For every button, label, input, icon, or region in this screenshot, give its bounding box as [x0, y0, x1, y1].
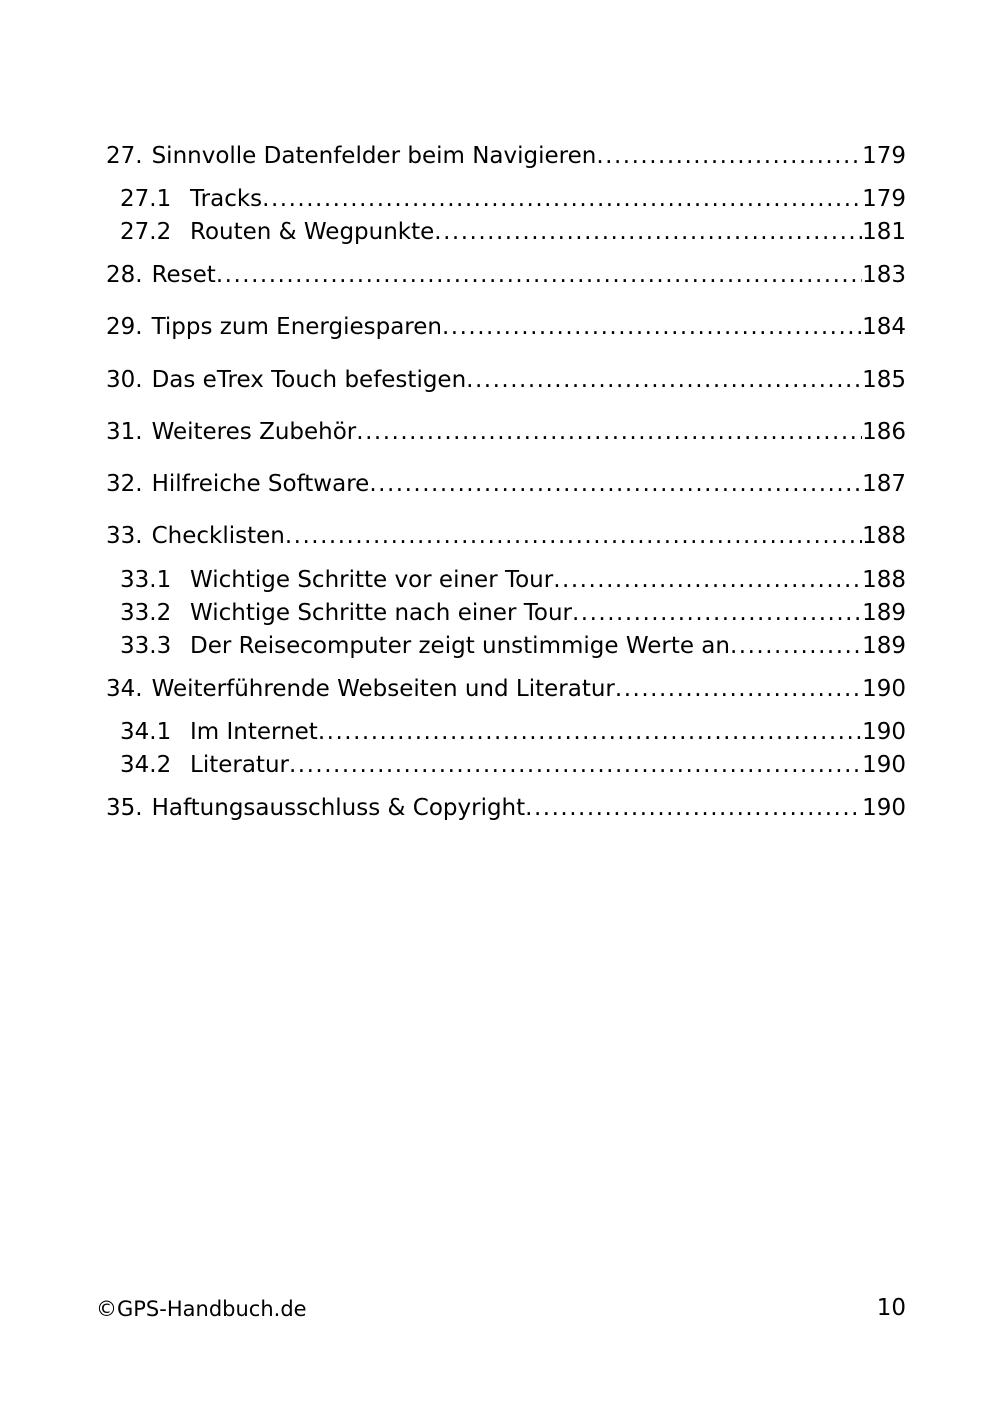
- toc-entry-number: 27.: [106, 143, 143, 169]
- toc-entry-page: 190: [862, 719, 906, 745]
- toc-entry-section-27-1[interactable]: [120, 184, 906, 214]
- toc-entry-page: 183: [862, 262, 906, 288]
- toc-entry-number: 30.: [106, 367, 143, 393]
- toc-entry-number: 31.: [106, 419, 143, 445]
- toc-entry-section-34-2[interactable]: [120, 750, 906, 780]
- toc-entry-section-33-3[interactable]: [120, 631, 906, 661]
- footer-copyright: ©GPS-Handbuch.de: [96, 1297, 307, 1321]
- footer-page-number: 10: [876, 1295, 906, 1321]
- toc-entry-chapter-35[interactable]: [106, 793, 906, 823]
- dot-leader: [434, 217, 862, 247]
- toc-entry-page: 179: [862, 186, 906, 212]
- toc-entry-page: 188: [862, 523, 906, 549]
- toc-entry-section-33-1[interactable]: [120, 565, 906, 595]
- toc-entry-title: Wichtige Schritte vor einer Tour: [190, 567, 554, 593]
- toc-entry-number: 33.: [106, 523, 143, 549]
- dot-leader: [356, 417, 862, 447]
- toc-entry-title: Tracks: [190, 186, 263, 212]
- toc-entry-page: 185: [862, 367, 906, 393]
- toc-entry-title: Das eTrex Touch befestigen: [151, 367, 467, 393]
- toc-entry-title: Haftungsausschluss & Copyright: [151, 795, 526, 821]
- toc-entry-number: 34.2: [120, 752, 172, 778]
- toc-entry-title: Checklisten: [151, 523, 285, 549]
- dot-leader: [262, 184, 862, 214]
- toc-entry-chapter-30[interactable]: [106, 365, 906, 395]
- toc-entry-chapter-34[interactable]: [106, 674, 906, 704]
- toc-entry-title: Wichtige Schritte nach einer Tour: [190, 600, 572, 626]
- dot-leader: [442, 312, 862, 342]
- toc-entry-number: 33.3: [120, 633, 172, 659]
- toc-entry-number: 32.: [106, 471, 143, 497]
- toc-entry-chapter-31[interactable]: [106, 417, 906, 447]
- dot-leader: [285, 521, 862, 551]
- toc-entry-chapter-32[interactable]: [106, 469, 906, 499]
- toc-entry-title: Im Internet: [190, 719, 318, 745]
- dot-leader: [615, 674, 862, 704]
- toc-entry-title: Weiteres Zubehör: [151, 419, 357, 445]
- toc-entry-chapter-27[interactable]: [106, 141, 906, 171]
- toc-entry-title: Routen & Wegpunkte: [190, 219, 435, 245]
- toc-entry-page: 188: [862, 567, 906, 593]
- toc-entry-number: 34.: [106, 676, 143, 702]
- toc-entry-page: 179: [862, 143, 906, 169]
- toc-entry-number: 33.2: [120, 600, 172, 626]
- toc-entry-number: 27.1: [120, 186, 172, 212]
- dot-leader: [369, 469, 862, 499]
- toc-entry-title: Hilfreiche Software: [151, 471, 370, 497]
- toc-entry-number: 27.2: [120, 219, 172, 245]
- dot-leader: [466, 365, 862, 395]
- dot-leader: [289, 750, 862, 780]
- toc-entry-title: Weiterführende Webseiten und Literatur: [151, 676, 615, 702]
- toc-entry-page: 186: [862, 419, 906, 445]
- toc-entry-page: 181: [862, 219, 906, 245]
- toc-entry-title: Reset: [151, 262, 216, 288]
- toc-entry-page: 189: [862, 633, 906, 659]
- toc-entry-section-33-2[interactable]: [120, 598, 906, 628]
- toc-entry-number: 35.: [106, 795, 143, 821]
- toc-entry-page: 184: [862, 314, 906, 340]
- toc-entry-number: 34.1: [120, 719, 172, 745]
- toc-entry-chapter-33[interactable]: [106, 521, 906, 551]
- toc-entry-number: 33.1: [120, 567, 172, 593]
- toc-entry-page: 190: [862, 795, 906, 821]
- toc-entry-number: 28.: [106, 262, 143, 288]
- dot-leader: [216, 260, 862, 290]
- dot-leader: [572, 598, 862, 628]
- dot-leader: [525, 793, 862, 823]
- toc-entry-chapter-29[interactable]: [106, 312, 906, 342]
- toc-entry-page: 190: [862, 676, 906, 702]
- toc-entry-page: 189: [862, 600, 906, 626]
- toc-entry-page: 190: [862, 752, 906, 778]
- toc-entry-title: Der Reisecomputer zeigt unstimmige Werte an: [190, 633, 730, 659]
- toc-entry-chapter-28[interactable]: [106, 260, 906, 290]
- toc-entry-section-27-2[interactable]: [120, 217, 906, 247]
- toc-entry-title: Tipps zum Energiesparen: [151, 314, 442, 340]
- toc-entry-section-34-1[interactable]: [120, 717, 906, 747]
- toc-entry-number: 29.: [106, 314, 143, 340]
- toc-entry-title: Literatur: [190, 752, 289, 778]
- dot-leader: [730, 631, 862, 661]
- toc-entry-title: Sinnvolle Datenfelder beim Navigieren: [151, 143, 597, 169]
- toc-entry-page: 187: [862, 471, 906, 497]
- dot-leader: [553, 565, 862, 595]
- dot-leader: [318, 717, 862, 747]
- dot-leader: [596, 141, 862, 171]
